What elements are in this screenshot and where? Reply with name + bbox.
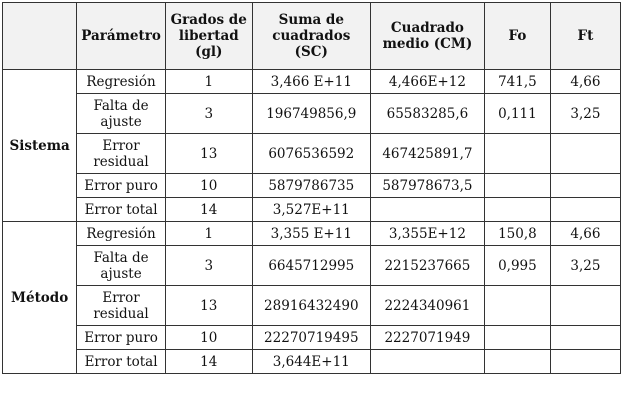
cell-sc: 6076536592	[252, 134, 370, 174]
cell-fo: 150,8	[484, 222, 550, 246]
header-ft: Ft	[550, 3, 620, 70]
cell-sc: 3,355 E+11	[252, 222, 370, 246]
cell-sc: 3,527E+11	[252, 198, 370, 222]
cell-ft: 3,25	[550, 94, 620, 134]
cell-ft	[550, 326, 620, 350]
cell-sc: 3,466 E+11	[252, 70, 370, 94]
cell-fo	[484, 134, 550, 174]
cell-cm: 2215237665	[370, 246, 484, 286]
cell-param: Regresión	[77, 70, 166, 94]
header-fo: Fo	[484, 3, 550, 70]
cell-fo: 0,111	[484, 94, 550, 134]
header-grados-libertad: Grados de libertad (gl)	[165, 3, 252, 70]
cell-fo	[484, 286, 550, 326]
cell-param: Error residual	[77, 286, 166, 326]
cell-ft: 4,66	[550, 222, 620, 246]
table-row	[3, 246, 621, 286]
table-row	[3, 94, 621, 134]
cell-sc: 6645712995	[252, 246, 370, 286]
cell-param: Error total	[77, 198, 166, 222]
cell-gl: 13	[165, 286, 252, 326]
cell-gl: 13	[165, 134, 252, 174]
cell-param: Falta de ajuste	[77, 246, 166, 286]
cell-cm	[370, 350, 484, 374]
cell-gl: 14	[165, 198, 252, 222]
cell-param: Error puro	[77, 174, 166, 198]
cell-ft: 3,25	[550, 246, 620, 286]
cell-cm: 65583285,6	[370, 94, 484, 134]
header-suma-cuadrados: Suma de cuadrados (SC)	[252, 3, 370, 70]
cell-ft	[550, 174, 620, 198]
cell-gl: 14	[165, 350, 252, 374]
cell-param: Regresión	[77, 222, 166, 246]
anova-table	[2, 2, 621, 374]
table-row	[3, 350, 621, 374]
cell-sc: 3,644E+11	[252, 350, 370, 374]
group-label-metodo: Método	[3, 222, 77, 374]
cell-ft: 4,66	[550, 70, 620, 94]
table-row	[3, 222, 621, 246]
table-row	[3, 70, 621, 94]
cell-param: Error total	[77, 350, 166, 374]
header-row	[3, 3, 621, 70]
table-row	[3, 134, 621, 174]
table-row	[3, 198, 621, 222]
cell-sc: 5879786735	[252, 174, 370, 198]
cell-gl: 10	[165, 174, 252, 198]
cell-gl: 3	[165, 94, 252, 134]
cell-fo	[484, 326, 550, 350]
cell-param: Error puro	[77, 326, 166, 350]
table-row	[3, 286, 621, 326]
cell-cm: 467425891,7	[370, 134, 484, 174]
cell-gl: 1	[165, 70, 252, 94]
cell-cm: 2227071949	[370, 326, 484, 350]
cell-ft	[550, 134, 620, 174]
group-label-sistema: Sistema	[3, 70, 77, 222]
cell-param: Falta de ajuste	[77, 94, 166, 134]
cell-sc: 22270719495	[252, 326, 370, 350]
cell-ft	[550, 198, 620, 222]
header-cuadrado-medio: Cuadrado medio (CM)	[370, 3, 484, 70]
cell-gl: 1	[165, 222, 252, 246]
cell-cm: 4,466E+12	[370, 70, 484, 94]
cell-param: Error residual	[77, 134, 166, 174]
cell-fo: 741,5	[484, 70, 550, 94]
header-parametro: Parámetro	[77, 3, 166, 70]
cell-cm: 3,355E+12	[370, 222, 484, 246]
cell-fo: 0,995	[484, 246, 550, 286]
cell-ft	[550, 286, 620, 326]
table-row	[3, 174, 621, 198]
cell-fo	[484, 350, 550, 374]
table-row	[3, 326, 621, 350]
cell-sc: 28916432490	[252, 286, 370, 326]
cell-sc: 196749856,9	[252, 94, 370, 134]
cell-cm: 587978673,5	[370, 174, 484, 198]
cell-gl: 10	[165, 326, 252, 350]
cell-cm: 2224340961	[370, 286, 484, 326]
cell-cm	[370, 198, 484, 222]
header-blank	[3, 3, 77, 70]
cell-gl: 3	[165, 246, 252, 286]
cell-ft	[550, 350, 620, 374]
cell-fo	[484, 198, 550, 222]
cell-fo	[484, 174, 550, 198]
